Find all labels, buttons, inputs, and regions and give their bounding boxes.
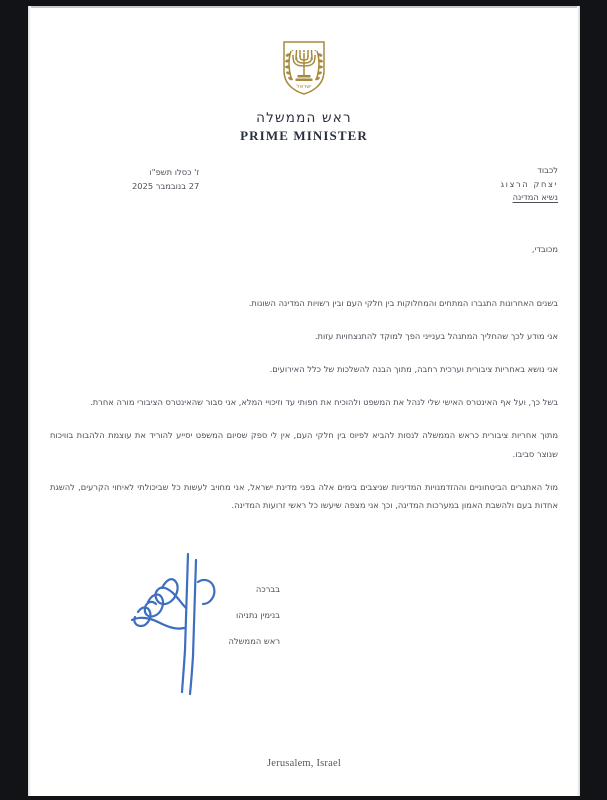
salutation: מכובדי, [531,244,558,254]
addressee-block [501,164,558,205]
date-block [132,166,199,193]
body-paragraph: בשל כך, ועל אף האינטרס האישי שלי לנהל את המשפט ולהוכיח את חפותי עד וזיכויי המלא, אני סבור שהאינטרס הציבורי מורה אחרת. [90,397,558,407]
body-paragraph: מול האתגרים הביטחוניים וההזדמנויות המדיניות שניצבים בימים אלה בפני מדינת ישראל, אני מחויב לעשות כל שביכולתי לאיחוי הקרעים, להשגת אחדות בעם ולהשבת האמון במערכות המדינה, וכך אני מצפה שיעשו כל ראשי זרועות המדינה. [50,481,558,510]
addressee-name: יצחק הרצוג [500,178,558,189]
signature-closing: בברכה [255,584,280,594]
body-paragraph: אני נושא באחריות ציבורית וערכית רחבה, מתוך הבנה להשלכות של כלל האירועים. [269,364,558,374]
scan-edge-top [28,6,580,8]
page-footer-location: Jerusalem, Israel [267,758,341,769]
addressee-role: נשיא המדינה [512,192,558,202]
svg-text:ישראל: ישראל [296,84,312,90]
date-gregorian: 27 בנובמבר 2025 [132,180,200,191]
letterhead [28,40,580,144]
date-hebrew: ז' כסלו תשפ"ו [149,167,200,177]
handwritten-signature [118,546,238,696]
signature-role: ראש הממשלה [228,636,280,646]
letterhead-title-hebrew: ראש הממשלה [256,110,352,126]
israel-state-emblem-icon [281,40,327,96]
signature-block [229,576,280,654]
letterhead-title-english: PRIME MINISTER [240,128,368,143]
letter-body [50,294,558,529]
addressee-honorific: לכבוד [537,165,558,175]
body-paragraph: אני מודע לכך שהחליך המתנהל בענייני הפך למוקד להתנצחויות עזות. [314,331,558,341]
letter-meta [28,164,580,224]
signature-name: בנימין נתניהו [236,610,280,620]
body-paragraph: בשנים האחרונות התגברו המתחים והמחלוקות בין חלקי העם ובין רשויות המדינה השונות. [248,298,558,308]
letter-page [28,6,580,796]
body-paragraph: מתוך אחריות ציבורית כראש הממשלה לנסות להביא לפיוס בין חלקי העם, אין לי ספק שסיום המשפט יסייע להוריד את עוצמת הלהבות בוויכוח שנוצר סביבו. [50,430,558,459]
